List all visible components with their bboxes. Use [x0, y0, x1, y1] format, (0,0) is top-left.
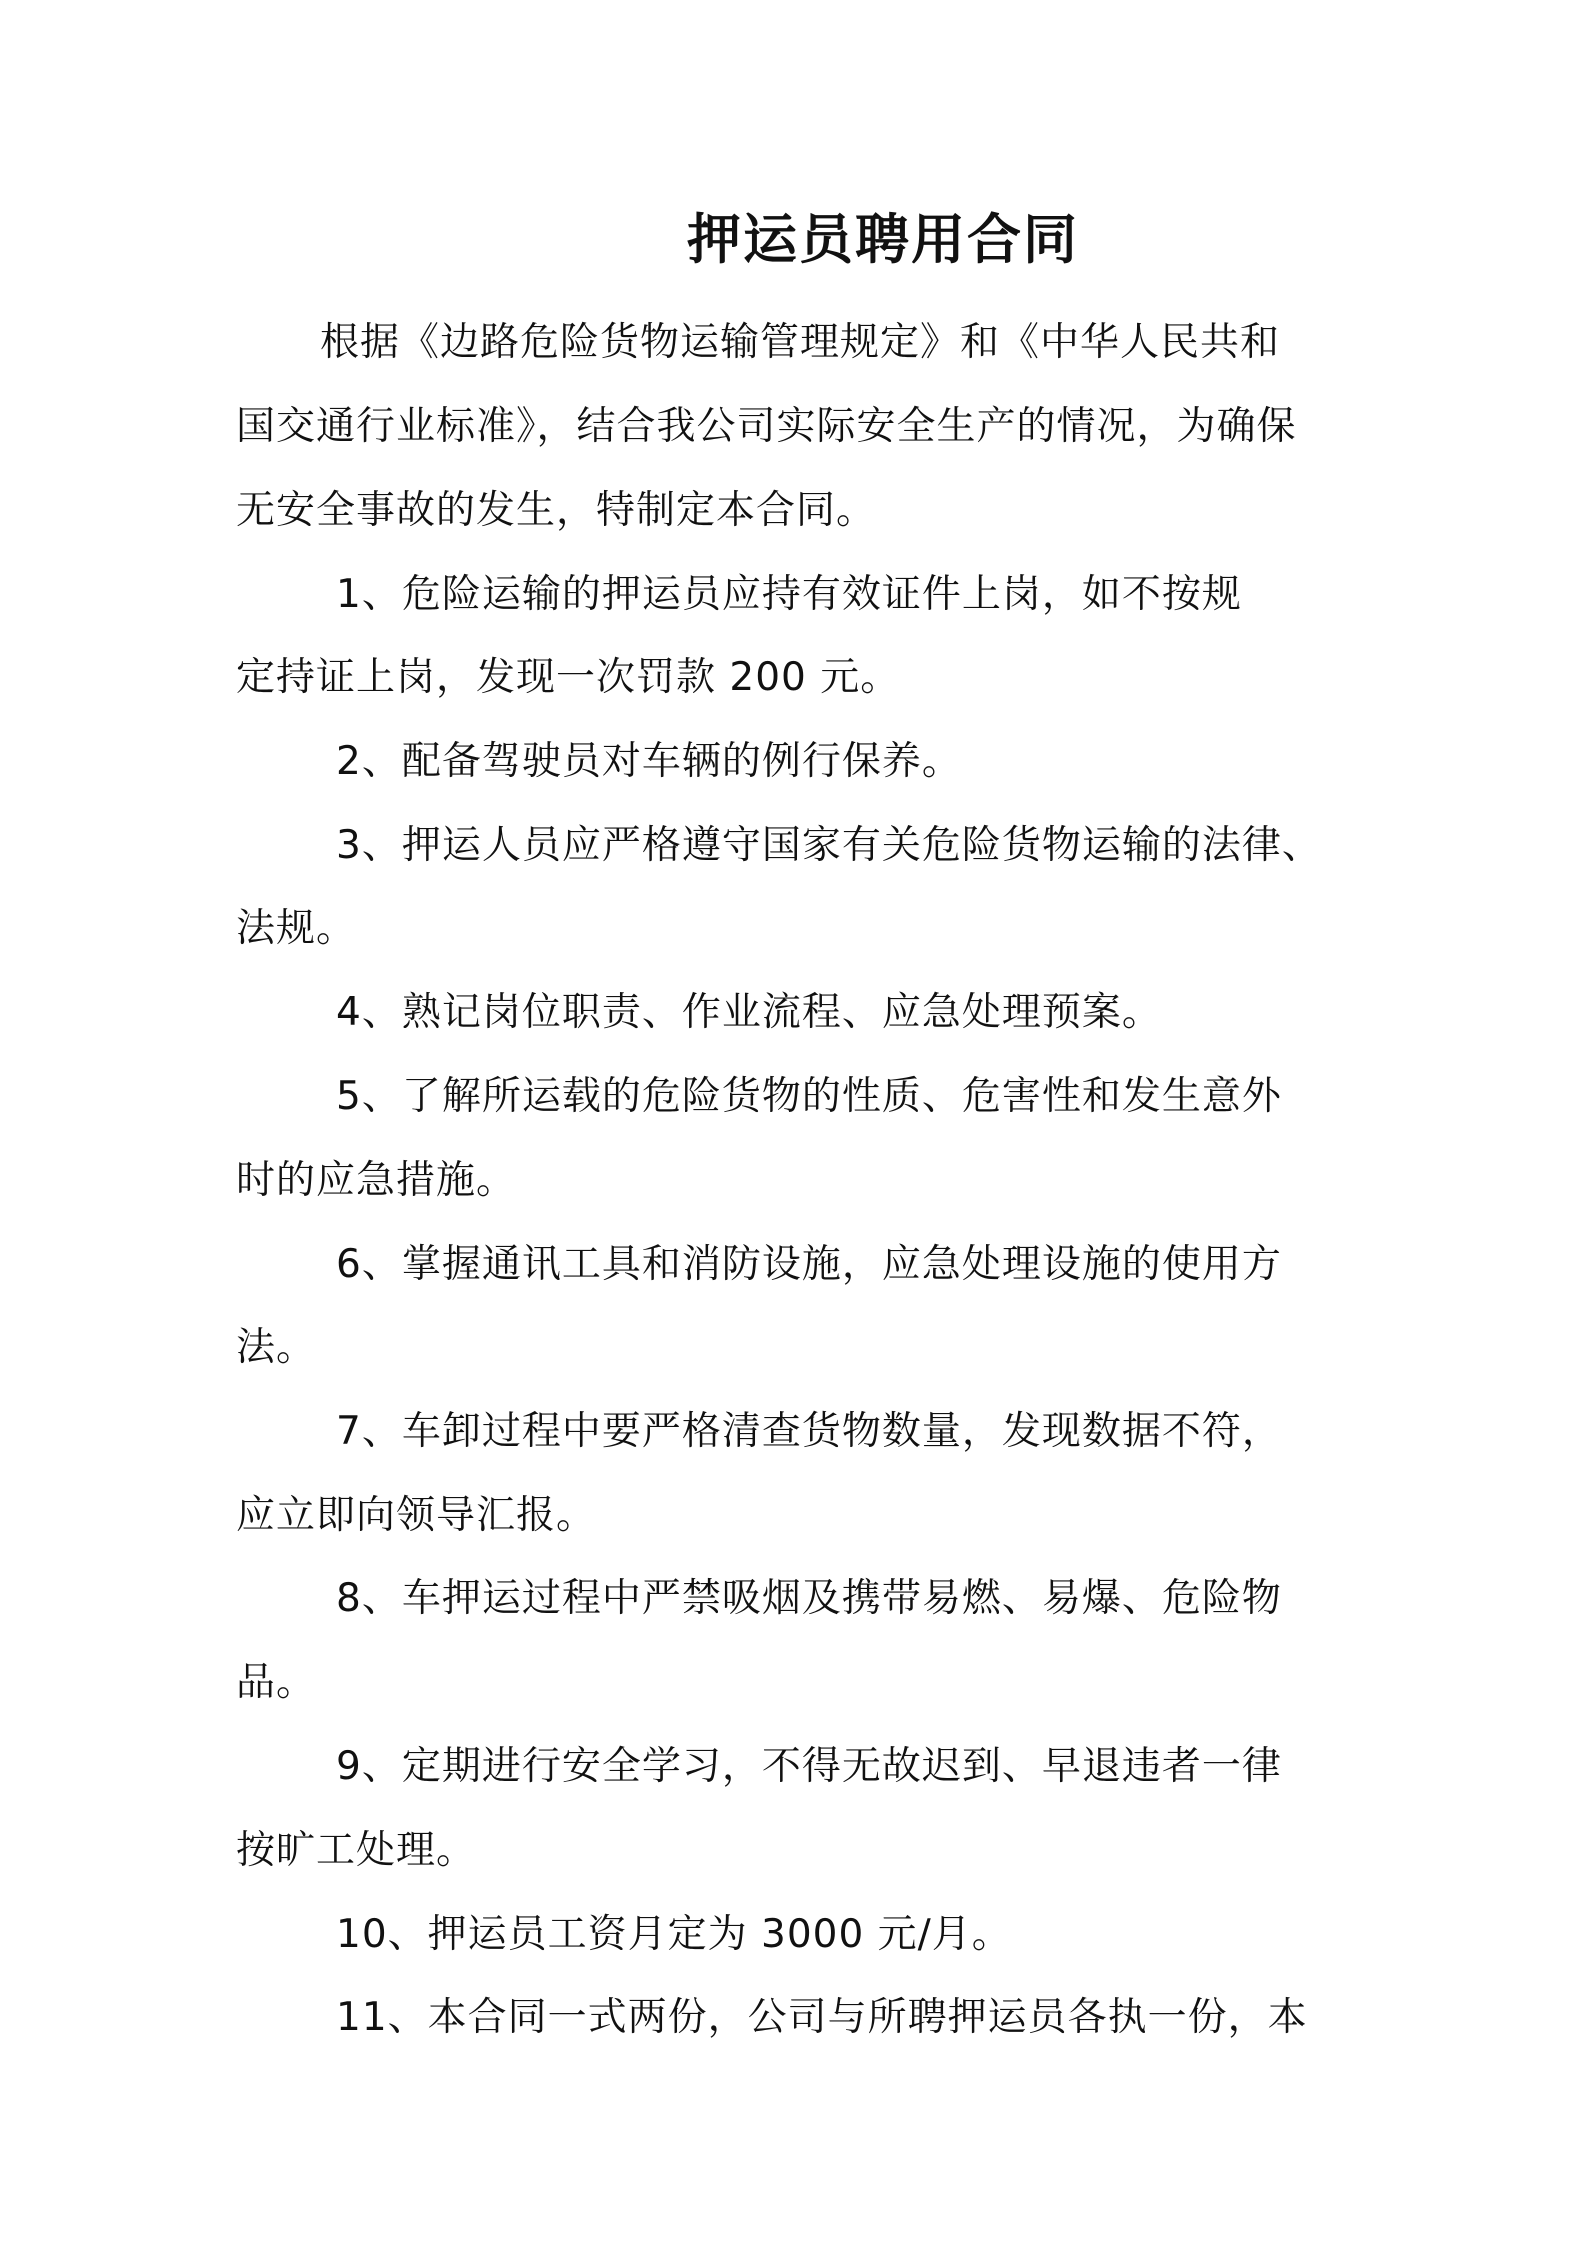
- clause-9-line-2: 按旷工处理。: [236, 1828, 477, 1873]
- clause-10-line-1: 10、押运员工资月定为 3000 元/月。: [336, 1912, 1012, 1957]
- intro-line-2: 国交通行业标准》，结合我公司实际安全生产的情况，为确保: [236, 404, 1297, 449]
- clause-8-line-2: 品。: [236, 1660, 317, 1705]
- clause-11-line-1: 11、本合同一式两份，公司与所聘押运员各执一份，本: [336, 1995, 1308, 2040]
- clause-6-line-1: 6、掌握通讯工具和消防设施，应急处理设施的使用方: [336, 1242, 1282, 1287]
- clause-2-line-1: 2、配备驾驶员对车辆的例行保养。: [336, 739, 962, 784]
- clause-7-line-2: 应立即向领导汇报。: [236, 1493, 597, 1538]
- clause-9-line-1: 9、定期进行安全学习，不得无故迟到、早退违者一律: [336, 1744, 1282, 1789]
- clause-5-line-2: 时的应急措施。: [236, 1158, 517, 1203]
- intro-line-3: 无安全事故的发生，特制定本合同。: [236, 488, 877, 533]
- clause-6-line-2: 法。: [236, 1325, 317, 1370]
- clause-1-line-1: 1、危险运输的押运员应持有效证件上岗，如不按规: [336, 572, 1242, 617]
- clause-7-line-1: 7、车卸过程中要严格清查货物数量，发现数据不符，: [336, 1409, 1282, 1454]
- clause-3-line-2: 法规。: [236, 906, 357, 951]
- document-title: 押运员聘用合同: [687, 208, 1079, 271]
- clause-3-line-1: 3、押运人员应严格遵守国家有关危险货物运输的法律、: [336, 823, 1322, 868]
- clause-8-line-1: 8、车押运过程中严禁吸烟及携带易燃、易爆、危险物: [336, 1576, 1282, 1621]
- intro-line-1: 根据《边路危险货物运输管理规定》和《中华人民共和: [320, 320, 1281, 365]
- clause-4-line-1: 4、熟记岗位职责、作业流程、应急处理预案。: [336, 990, 1162, 1035]
- clause-5-line-1: 5、了解所运载的危险货物的性质、危害性和发生意外: [336, 1074, 1282, 1119]
- clause-1-line-2: 定持证上岗，发现一次罚款 200 元。: [236, 655, 901, 700]
